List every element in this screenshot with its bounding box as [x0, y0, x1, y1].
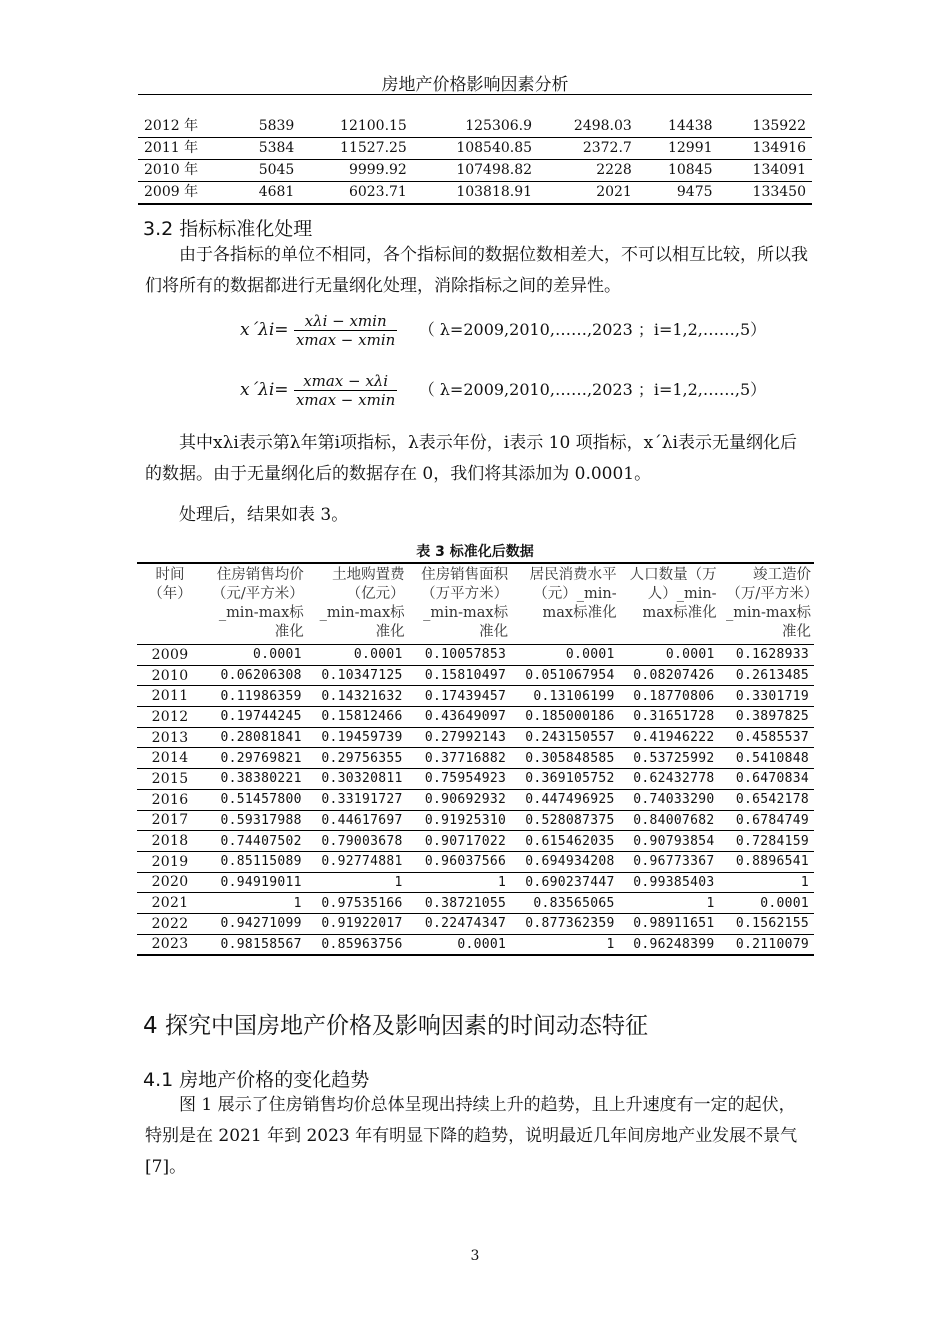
- row-year: 2010: [137, 665, 203, 686]
- row-year: 2020: [137, 872, 203, 893]
- table-cell: 0.10057853: [408, 645, 511, 666]
- row-year: 2013: [137, 727, 203, 748]
- table-cell: 0.0001: [203, 645, 307, 666]
- table-cell: 0.83565065: [511, 893, 620, 914]
- table-cell: 0.97535166: [307, 893, 408, 914]
- table-cell: 0.243150557: [511, 727, 620, 748]
- table-cell: 0.14321632: [307, 686, 408, 707]
- table-cell: 0.11986359: [203, 686, 307, 707]
- table-cell: 0.22474347: [408, 913, 511, 934]
- row-year: 2011 年: [138, 138, 232, 160]
- table-cell: 1: [408, 872, 511, 893]
- table-row: [138, 182, 812, 205]
- table-row: [137, 831, 814, 852]
- table-cell: 0.6542178: [720, 789, 814, 810]
- table-cell: 0.90717022: [408, 831, 511, 852]
- table-cell: 0.690237447: [511, 872, 620, 893]
- table-cell: 12991: [638, 138, 719, 160]
- table-cell: 0.877362359: [511, 913, 620, 934]
- table-cell: 134916: [719, 138, 812, 160]
- table-cell: 103818.91: [413, 182, 538, 205]
- table-row: [137, 851, 814, 872]
- table-cell: 0.0001: [307, 645, 408, 666]
- table-cell: 0.369105752: [511, 769, 620, 790]
- table-cell: 2021: [538, 182, 638, 205]
- table-cell: 12100.15: [300, 116, 413, 138]
- table-cell: 0.051067954: [511, 665, 620, 686]
- row-year: 2023: [137, 934, 203, 955]
- table-cell: 0.3897825: [720, 707, 814, 728]
- table-cell: 0.528087375: [511, 810, 620, 831]
- table-cell: 0.94271099: [203, 913, 307, 934]
- header-divider: [138, 94, 812, 95]
- table-row: [138, 116, 812, 138]
- column-header: 人口数量（万人）_min-max标准化: [620, 563, 720, 645]
- row-year: 2009: [137, 645, 203, 666]
- table-cell: 125306.9: [413, 116, 538, 138]
- table-row: [138, 138, 812, 160]
- row-year: 2017: [137, 810, 203, 831]
- table-cell: 0.15812466: [307, 707, 408, 728]
- row-year: 2010 年: [138, 160, 232, 182]
- row-year: 2011: [137, 686, 203, 707]
- column-header: 住房销售均价（元/平方米）_min-max标准化: [203, 563, 307, 645]
- table-row: [138, 160, 812, 182]
- table-cell: 0.6470834: [720, 769, 814, 790]
- table-cell: 0.43649097: [408, 707, 511, 728]
- table-cell: 0.99385403: [620, 872, 720, 893]
- table-cell: 0.96037566: [408, 851, 511, 872]
- row-year: 2015: [137, 769, 203, 790]
- table-cell: 0.06206308: [203, 665, 307, 686]
- row-year: 2009 年: [138, 182, 232, 205]
- table-cell: 0.3301719: [720, 686, 814, 707]
- table-cell: 0.2110079: [720, 934, 814, 955]
- table-row: [137, 727, 814, 748]
- section-heading-4: 4 探究中国房地产价格及影响因素的时间动态特征: [143, 1013, 648, 1039]
- table-cell: 9999.92: [300, 160, 413, 182]
- standardized-data-table: [137, 562, 814, 956]
- table-cell: 0.74407502: [203, 831, 307, 852]
- row-year: 2022: [137, 913, 203, 934]
- table-row: [137, 810, 814, 831]
- table-cell: 0.59317988: [203, 810, 307, 831]
- table-cell: 0.96248399: [620, 934, 720, 955]
- table-cell: 0.15810497: [408, 665, 511, 686]
- table-cell: 5384: [232, 138, 300, 160]
- table-cell: 1: [620, 893, 720, 914]
- table-cell: 1: [203, 893, 307, 914]
- table-cell: 0.98158567: [203, 934, 307, 955]
- page-number: 3: [470, 1248, 480, 1264]
- table-cell: 0.31651728: [620, 707, 720, 728]
- paragraph-result-reference: 处理后，结果如表 3。: [179, 505, 349, 525]
- table-cell: 0.96773367: [620, 851, 720, 872]
- continued-data-table: [138, 116, 812, 205]
- table-cell: 0.44617697: [307, 810, 408, 831]
- table-cell: 0.92774881: [307, 851, 408, 872]
- table-cell: 0.0001: [511, 645, 620, 666]
- row-year: 2019: [137, 851, 203, 872]
- table-cell: 133450: [719, 182, 812, 205]
- table-cell: 0.94919011: [203, 872, 307, 893]
- table-cell: 108540.85: [413, 138, 538, 160]
- row-year: 2012: [137, 707, 203, 728]
- table-cell: 10845: [638, 160, 719, 182]
- table-cell: 0.447496925: [511, 789, 620, 810]
- table-cell: 0.53725992: [620, 748, 720, 769]
- section-heading-3-2: 3.2 指标标准化处理: [143, 218, 313, 240]
- paragraph-formula-explanation: 其中xλi表示第λ年第i项指标，λ表示年份，i表示 10 项指标，x´λi表示无量纲化后的数据。由于无量纲化后的数据存在 0，我们将其添加为 0.0001。: [145, 433, 797, 484]
- table-cell: 0.10347125: [307, 665, 408, 686]
- table-cell: 0.90692932: [408, 789, 511, 810]
- table-cell: 0.37716882: [408, 748, 511, 769]
- table-cell: 0.91922017: [307, 913, 408, 934]
- table-row: [137, 686, 814, 707]
- section-heading-4-1: 4.1 房地产价格的变化趋势: [143, 1069, 370, 1091]
- table-cell: 4681: [232, 182, 300, 205]
- table-cell: 0.1562155: [720, 913, 814, 934]
- table-cell: 0.17439457: [408, 686, 511, 707]
- row-year: 2012 年: [138, 116, 232, 138]
- table-cell: 0.33191727: [307, 789, 408, 810]
- table-caption: 表 3 标准化后数据: [416, 544, 534, 560]
- table-row: [137, 748, 814, 769]
- table-cell: 0.8896541: [720, 851, 814, 872]
- table-cell: 0.62432778: [620, 769, 720, 790]
- table-cell: 0.27992143: [408, 727, 511, 748]
- table-cell: 0.75954923: [408, 769, 511, 790]
- page-header: 房地产价格影响因素分析: [381, 75, 569, 95]
- table-row: [137, 913, 814, 934]
- table-cell: 0.98911651: [620, 913, 720, 934]
- table-cell: 1: [511, 934, 620, 955]
- table-cell: 0.91925310: [408, 810, 511, 831]
- table-cell: 0.19459739: [307, 727, 408, 748]
- table-cell: 0.84007682: [620, 810, 720, 831]
- table-row: [137, 789, 814, 810]
- table-cell: 0.694934208: [511, 851, 620, 872]
- table-row: [137, 645, 814, 666]
- table-row: [137, 934, 814, 955]
- table-cell: 0.185000186: [511, 707, 620, 728]
- table-cell: 11527.25: [300, 138, 413, 160]
- column-header: 时间（年）: [137, 563, 203, 645]
- formula-negative-normalization: x´λi= $\frac{\text{xmax − xλi}}{xmax - xmin}$ （ λ=2009,2010,……,2023 ；i=1,2,……,5）: [240, 372, 767, 409]
- column-header: 土地购置费（亿元）_min-max标准化: [307, 563, 408, 645]
- table-cell: 0.4585537: [720, 727, 814, 748]
- table-row: [137, 769, 814, 790]
- table-cell: 135922: [719, 116, 812, 138]
- table-cell: 0.0001: [408, 934, 511, 955]
- table-row: [137, 707, 814, 728]
- paragraph-price-trend: 图 1 展示了住房销售均价总体呈现出持续上升的趋势，且上升速度有一定的起伏，特别是在 2021 年到 2023 年有明显下降的趋势，说明最近几年间房地产业发展不景气[7]。: [145, 1095, 798, 1177]
- table-cell: 0.0001: [620, 645, 720, 666]
- table-row: [137, 872, 814, 893]
- table-cell: 2372.7: [538, 138, 638, 160]
- row-year: 2021: [137, 893, 203, 914]
- table-cell: 0.51457800: [203, 789, 307, 810]
- table-cell: 0.08207426: [620, 665, 720, 686]
- table-cell: 0.0001: [720, 893, 814, 914]
- table-cell: 0.19744245: [203, 707, 307, 728]
- table-cell: 0.90793854: [620, 831, 720, 852]
- table-cell: 0.29769821: [203, 748, 307, 769]
- table-cell: 14438: [638, 116, 719, 138]
- row-year: 2014: [137, 748, 203, 769]
- table-cell: 2498.03: [538, 116, 638, 138]
- table-cell: 0.2613485: [720, 665, 814, 686]
- table-cell: 0.79003678: [307, 831, 408, 852]
- table-cell: 2228: [538, 160, 638, 182]
- table-cell: 0.13106199: [511, 686, 620, 707]
- table-cell: 0.85115089: [203, 851, 307, 872]
- table-cell: 0.41946222: [620, 727, 720, 748]
- table-cell: 1: [720, 872, 814, 893]
- table-cell: 0.18770806: [620, 686, 720, 707]
- table-cell: 0.6784749: [720, 810, 814, 831]
- column-header: 居民消费水平（元）_min-max标准化: [511, 563, 620, 645]
- table-cell: 134091: [719, 160, 812, 182]
- table-row: [137, 665, 814, 686]
- table-cell: 0.38380221: [203, 769, 307, 790]
- formula-positive-normalization: x´λi= $\frac{\text{xλi − xmin}}{xmax - xmin}$ （ λ=2009,2010,……,2023 ；i=1,2,……,5）: [240, 312, 767, 349]
- column-header: 住房销售面积（万平方米）_min-max标准化: [408, 563, 511, 645]
- table-cell: 9475: [638, 182, 719, 205]
- table-cell: 0.85963756: [307, 934, 408, 955]
- table-cell: 5045: [232, 160, 300, 182]
- table-cell: 0.305848585: [511, 748, 620, 769]
- table-cell: 0.30320811: [307, 769, 408, 790]
- table-cell: 6023.71: [300, 182, 413, 205]
- table-cell: 0.74033290: [620, 789, 720, 810]
- table-row: [137, 893, 814, 914]
- table-cell: 0.7284159: [720, 831, 814, 852]
- table-cell: 1: [307, 872, 408, 893]
- column-header: 竣工造价（万/平方米）_min-max标准化: [720, 563, 814, 645]
- table-cell: 0.1628933: [720, 645, 814, 666]
- row-year: 2018: [137, 831, 203, 852]
- table-cell: 0.28081841: [203, 727, 307, 748]
- row-year: 2016: [137, 789, 203, 810]
- table-cell: 0.38721055: [408, 893, 511, 914]
- table-cell: 107498.82: [413, 160, 538, 182]
- table-cell: 0.5410848: [720, 748, 814, 769]
- paragraph-normalization-intro: 由于各指标的单位不相同，各个指标间的数据位数相差大，不可以相互比较，所以我们将所有的数据都进行无量纲化处理，消除指标之间的差异性。: [145, 245, 808, 296]
- table-cell: 0.29756355: [307, 748, 408, 769]
- table-cell: 0.615462035: [511, 831, 620, 852]
- table-cell: 5839: [232, 116, 300, 138]
